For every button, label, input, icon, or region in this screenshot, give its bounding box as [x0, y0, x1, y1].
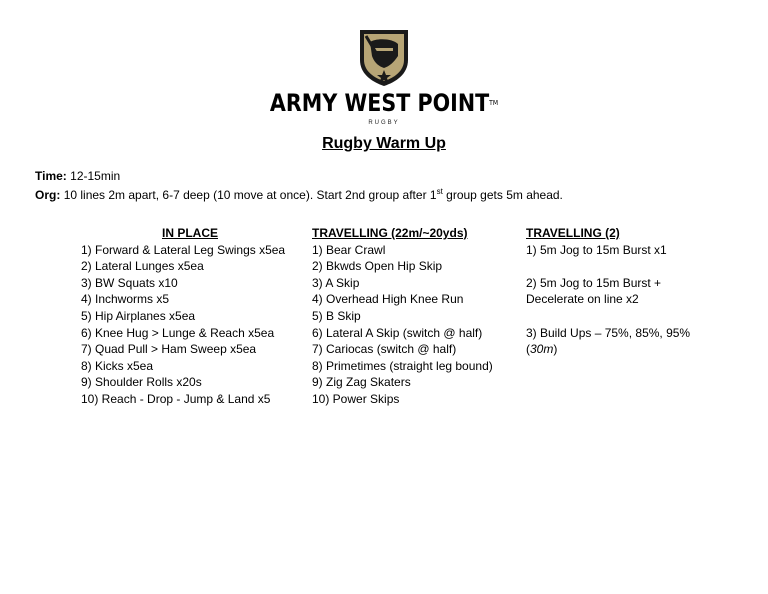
distance-italic: 30m — [530, 342, 554, 357]
travelling-header: TRAVELLING (22m/~20yds) — [312, 226, 468, 240]
time-label: Time: — [35, 169, 67, 183]
list-item: 5) B Skip — [312, 308, 361, 323]
black-knight-shield-icon — [356, 26, 412, 88]
org-text-end: group gets 5m ahead. — [442, 188, 563, 202]
logo — [0, 26, 768, 93]
list-item: 7) Cariocas (switch @ half) — [312, 342, 457, 357]
list-item: 6) Lateral A Skip (switch @ half) — [312, 325, 483, 340]
org-label: Org: — [35, 188, 61, 202]
list-item: 8) Kicks x5ea — [81, 358, 154, 373]
list-item: 7) Quad Pull > Ham Sweep x5ea — [81, 342, 257, 357]
list-item: 2) Bkwds Open Hip Skip — [312, 259, 443, 274]
in-place-column — [81, 225, 306, 408]
brand-subtitle: RUGBY — [368, 120, 400, 126]
page-title: Rugby Warm Up — [322, 135, 446, 152]
list-item: 9) Zig Zag Skaters — [312, 375, 411, 390]
time-value: 12-15min — [70, 169, 121, 183]
list-item: 1) 5m Jog to 15m Burst x1 — [526, 242, 667, 257]
list-item: 10) Reach - Drop - Jump & Land x5 — [81, 391, 271, 406]
list-item: 2) 5m Jog to 15m Burst + Decelerate on line x2 — [526, 275, 662, 307]
list-item: 8) Primetimes (straight leg bound) — [312, 358, 493, 373]
org-line — [35, 186, 563, 205]
travelling-2-column — [526, 225, 696, 358]
brand-wordmark: ARMY WEST POINT™ — [269, 89, 499, 117]
list-item: 10) Power Skips — [312, 391, 400, 406]
list-item: 1) Forward & Lateral Leg Swings x5ea — [81, 242, 286, 257]
in-place-header: IN PLACE — [161, 226, 218, 240]
travelling-2-header: TRAVELLING (2) — [526, 226, 620, 240]
travelling-column — [312, 225, 522, 408]
trademark: TM — [489, 99, 499, 107]
list-item: 3) BW Squats x10 — [81, 275, 178, 290]
list-item: 3) Build Ups – 75%, 85%, 95% (30m) — [526, 325, 691, 357]
list-item: 6) Knee Hug > Lunge & Reach x5ea — [81, 325, 275, 340]
list-item: 4) Overhead High Knee Run — [312, 292, 464, 307]
list-item: 9) Shoulder Rolls x20s — [81, 375, 202, 390]
session-info — [35, 167, 563, 205]
time-line — [35, 167, 563, 186]
org-text: 10 lines 2m apart, 6-7 deep (10 move at once). Start 2nd group after 1 — [63, 188, 437, 202]
org-superscript: st — [436, 187, 443, 196]
list-item: 4) Inchworms x5 — [81, 292, 170, 307]
list-item: 3) A Skip — [312, 275, 360, 290]
list-item: 1) Bear Crawl — [312, 242, 386, 257]
list-item: 2) Lateral Lunges x5ea — [81, 259, 204, 274]
list-item: 5) Hip Airplanes x5ea — [81, 308, 196, 323]
